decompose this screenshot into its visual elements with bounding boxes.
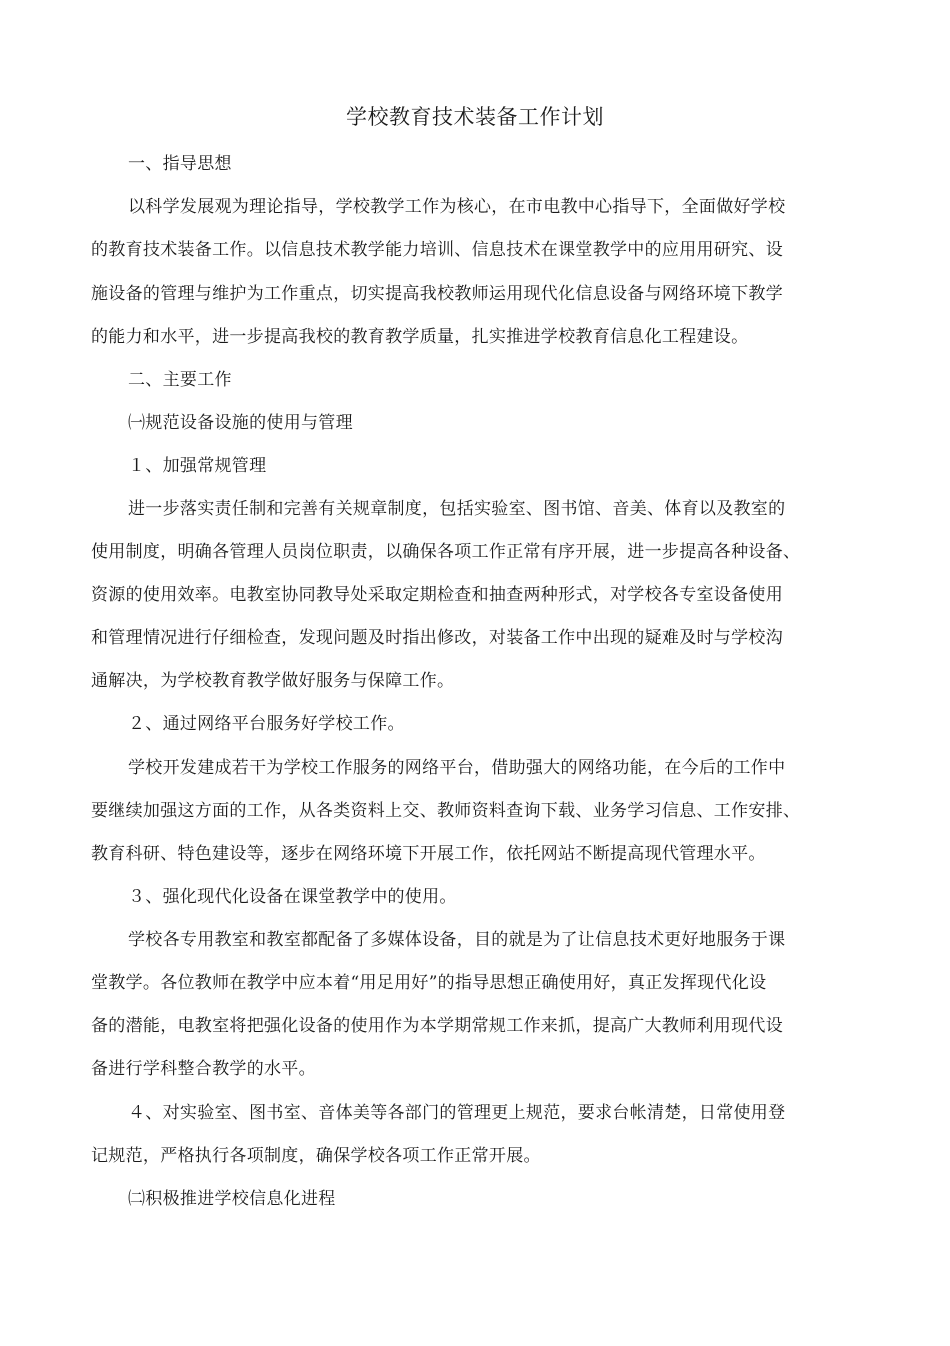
paragraph-line: 和管理情况进行仔细检查，发现问题及时指出修改，对装备工作中出现的疑难及时与学校沟: [91, 628, 783, 648]
paragraph-line: 记规范，严格执行各项制度，确保学校各项工作正常开展。: [91, 1146, 541, 1166]
paragraph-line: 备进行学科整合教学的水平。: [91, 1059, 316, 1079]
heading-guiding-ideology: 一、指导思想: [128, 154, 232, 174]
item-heading-2: ２、通过网络平台服务好学校工作。: [128, 714, 405, 734]
item-heading-4: ４、对实验室、图书室、音体美等各部门的管理更上规范，要求台帐清楚，日常使用登: [128, 1103, 786, 1123]
paragraph-line: 以科学发展观为理论指导，学校教学工作为核心，在市电教中心指导下，全面做好学校: [128, 197, 786, 217]
subheading-equipment-management: ㈠规范设备设施的使用与管理: [128, 413, 353, 433]
subheading-informatization: ㈡积极推进学校信息化进程: [128, 1189, 336, 1209]
paragraph-line: 备的潜能，电教室将把强化设备的使用作为本学期常规工作来抓，提高广大教师利用现代设: [91, 1016, 783, 1036]
item-heading-1: １、加强常规管理: [128, 456, 267, 476]
paragraph-line: 资源的使用效率。电教室协同教导处采取定期检查和抽查两种形式，对学校各专室设备使用: [91, 585, 783, 605]
heading-main-work: 二、主要工作: [128, 370, 232, 390]
paragraph-line: 施设备的管理与维护为工作重点，切实提高我校教师运用现代化信息设备与网络环境下教学: [91, 284, 783, 304]
paragraph-line: 要继续加强这方面的工作，从各类资料上交、教师资料查询下载、业务学习信息、工作安排、: [91, 801, 801, 821]
paragraph-line: 的教育技术装备工作。以信息技术教学能力培训、信息技术在课堂教学中的应用用研究、设: [91, 240, 783, 260]
paragraph-line: 使用制度，明确各管理人员岗位职责，以确保各项工作正常有序开展，进一步提高各种设备、: [91, 542, 801, 562]
paragraph-line: 堂教学。各位教师在教学中应本着“用足用好”的指导思想正确使用好，真正发挥现代化设: [91, 973, 767, 993]
paragraph-line: 学校各专用教室和教室都配备了多媒体设备，目的就是为了让信息技术更好地服务于课: [128, 930, 786, 950]
paragraph-line: 教育科研、特色建设等，逐步在网络环境下开展工作，依托网站不断提高现代管理水平。: [91, 844, 766, 864]
item-heading-3: ３、强化现代化设备在课堂教学中的使用。: [128, 887, 457, 907]
paragraph-line: 进一步落实责任制和完善有关规章制度，包括实验室、图书馆、音美、体育以及教室的: [128, 499, 786, 519]
document-title: 学校教育技术装备工作计划: [346, 105, 604, 129]
paragraph-line: 的能力和水平，进一步提高我校的教育教学质量，扎实推进学校教育信息化工程建设。: [91, 327, 749, 347]
paragraph-line: 通解决，为学校教育教学做好服务与保障工作。: [91, 671, 455, 691]
paragraph-line: 学校开发建成若干为学校工作服务的网络平台，借助强大的网络功能，在今后的工作中: [128, 758, 786, 778]
